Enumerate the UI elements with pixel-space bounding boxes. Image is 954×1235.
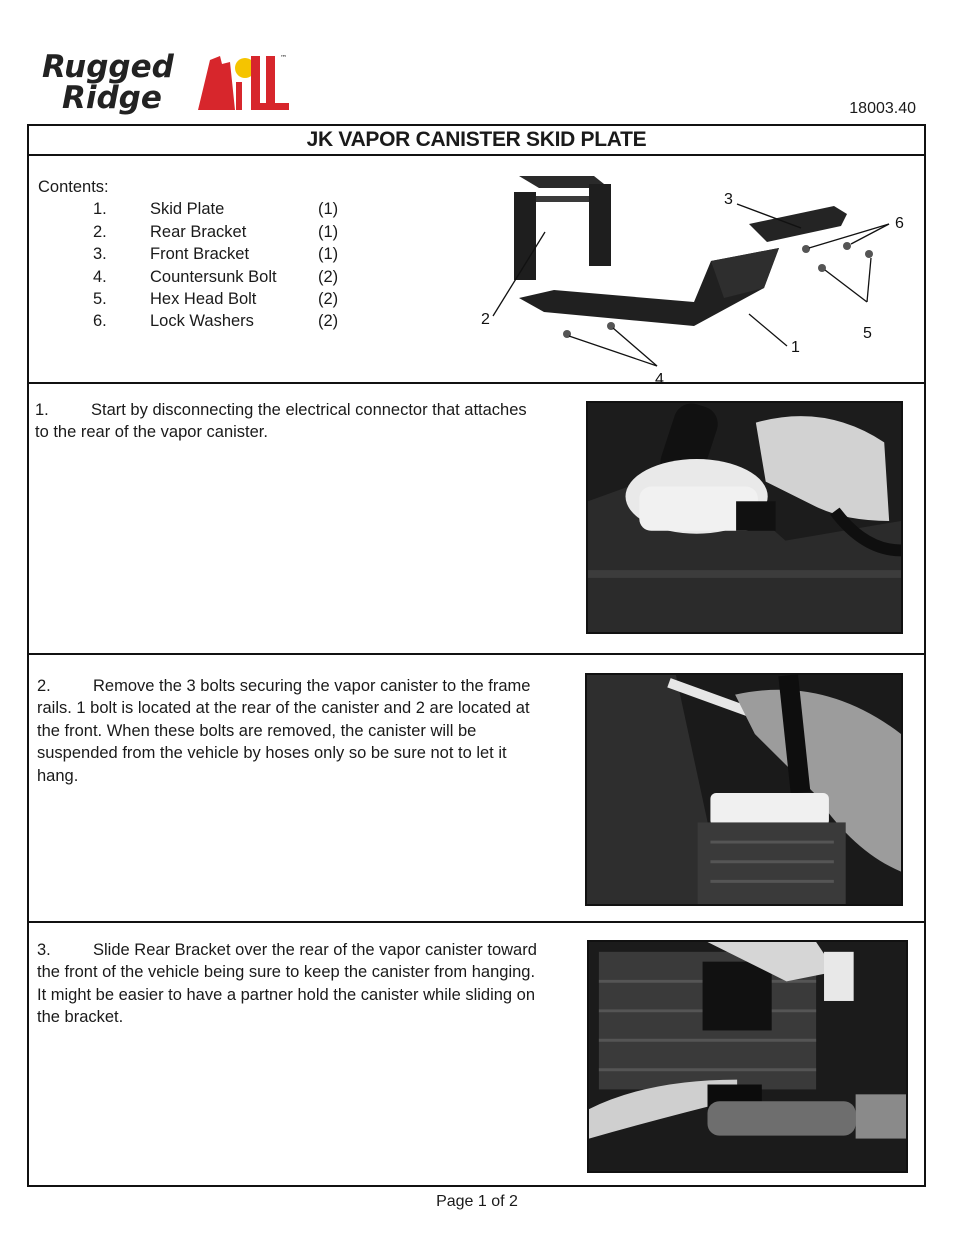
step-2-text: 2. Remove the 3 bolts securing the vapor canister to the frame rails. 1 bolt is located at the rear of the canister and 2 are located at the front. When these bolts are removed, the canister will be suspended from the vehicle by hoses only so be sure not to let it hang.: [37, 677, 531, 785]
step-2-photo: [585, 673, 903, 906]
step-1-text: 1. Start by disconnecting the electrical connector that attaches to the rear of the vapor canister.: [35, 401, 527, 442]
callout-5: 5: [863, 325, 872, 342]
brand-line1: Rugged: [42, 49, 174, 85]
step-3-section: [29, 923, 924, 1187]
contents-list: [38, 176, 358, 333]
rear-bracket-drawing: [514, 176, 611, 280]
trademark-symbol: ™: [280, 54, 287, 62]
front-bracket-drawing: [749, 206, 847, 242]
callout-2: 2: [481, 311, 490, 328]
callout-6: 6: [895, 215, 904, 232]
contents-section: [29, 156, 924, 388]
parts-diagram: [449, 166, 909, 388]
callout-1: 1: [791, 339, 800, 356]
part-number: 18003.40: [849, 100, 916, 117]
step-2-section: [29, 655, 924, 923]
contents-label: Contents:: [38, 178, 109, 196]
step-3-text: 3. Slide Rear Bracket over the rear of the vapor canister toward the front of the vehicle being sure to keep the canister from hanging. It might be easier to have a partner hold the canister while sliding on the bracket.: [37, 941, 537, 1027]
rugged-ridge-logo: [40, 48, 295, 114]
page-number: Page 1 of 2: [436, 1193, 518, 1210]
page-title: JK VAPOR CANISTER SKID PLATE: [29, 126, 924, 156]
contents-item: 2. Rear Bracket (1): [93, 222, 339, 241]
contents-item: 4. Countersunk Bolt (2): [93, 267, 339, 286]
step-1-photo: [586, 401, 903, 634]
skid-plate-drawing: [519, 248, 779, 326]
contents-item: 6. Lock Washers (2): [93, 312, 339, 331]
instruction-frame: [27, 124, 926, 1187]
contents-item: 5. Hex Head Bolt (2): [93, 290, 339, 309]
step-1-section: [29, 384, 924, 655]
brand-line2: Ridge: [62, 80, 162, 116]
contents-item: 3. Front Bracket (1): [93, 245, 339, 264]
callout-3: 3: [724, 191, 733, 208]
step-3-photo: [587, 940, 908, 1173]
callout-4: 4: [655, 371, 664, 388]
contents-item: 1. Skid Plate (1): [93, 200, 339, 219]
